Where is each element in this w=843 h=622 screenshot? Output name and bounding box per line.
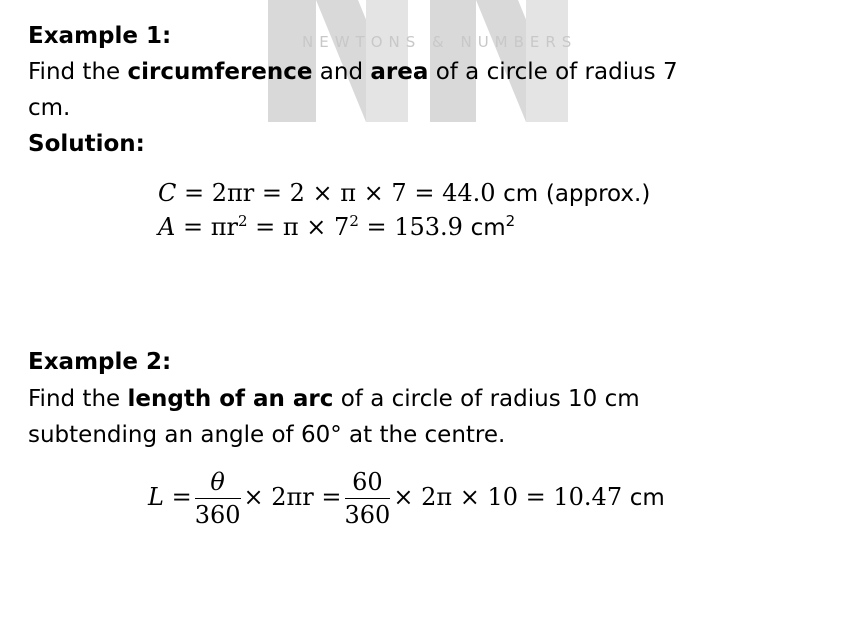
example1-heading: Example 1: — [28, 23, 172, 49]
fraction-60-over-360 — [345, 468, 391, 529]
eq2-unit — [470, 212, 516, 241]
example2-problem-line2: subtending an angle of 60° at the centre. — [28, 422, 506, 448]
example1-problem-text: Find the — [28, 59, 128, 85]
frac1-denominator: 360 — [194, 501, 241, 529]
eq2-rhs3: 153.9 — [394, 213, 463, 241]
eq3-tail: × 2π × 10 — [393, 483, 519, 511]
eq1-rhs3: 44.0 — [442, 179, 496, 207]
eq2-rhs1-exp: 2 — [237, 212, 248, 230]
equation-arc-length: L = $\frac{\theta}{360}$ × 2πr = $\frac{60}{360}$ × 2π × 10 = 10.47 cm — [148, 468, 665, 529]
example1-problem-text: of a circle of radius 7 — [428, 59, 678, 85]
frac2-denominator: 360 — [344, 501, 391, 529]
eq2-rhs2-exp: 2 — [349, 212, 359, 230]
example1-problem-bold-circumference: circumference — [127, 59, 313, 85]
example2-heading: Example 2: — [28, 349, 172, 375]
eq1-note: (approx.) — [545, 181, 651, 207]
fraction-theta-over-360 — [195, 468, 241, 529]
solution-heading: Solution: — [28, 131, 145, 157]
frac1-numerator: θ — [195, 468, 241, 499]
example2-problem-bold-arc-length: length of an arc — [127, 386, 334, 412]
frac2-numerator: 60 — [345, 468, 391, 499]
example1-problem-bold-area: area — [370, 59, 429, 85]
eq1-unit: cm — [503, 181, 539, 207]
eq2-lhs: A — [158, 213, 176, 241]
eq3-lhs: L — [148, 483, 164, 511]
eq2-rhs2-base: π × 7 — [282, 213, 350, 241]
example1-problem — [28, 58, 678, 86]
eq2-rhs1-base: πr — [210, 213, 238, 241]
eq1-lhs: C — [158, 179, 177, 207]
example1-problem-line2: cm. — [28, 95, 71, 121]
example1-problem-text: and — [312, 59, 371, 85]
example2-problem — [28, 385, 640, 413]
eq1-rhs1: 2πr — [211, 179, 255, 207]
eq1-rhs2: 2 × π × 7 — [289, 179, 407, 207]
equation-area: $A = \pi r^2 = \pi \times 7^2 = 153.9$ $cm^2$ — [158, 212, 516, 241]
equation-circumference: C = 2πr = 2 × π × 7 = 44.0 cm (approx.) — [158, 179, 651, 207]
eq3-mid: × 2πr — [243, 483, 314, 511]
watermark-text: NEWTONS & NUMBERS — [302, 33, 578, 51]
eq2-unit-text: cm — [470, 215, 506, 241]
eq2-unit-exp: 2 — [505, 212, 516, 230]
example2-problem-text: of a circle of radius 10 cm — [333, 386, 640, 412]
eq3-unit: cm — [629, 485, 665, 511]
example2-problem-text: Find the — [28, 386, 128, 412]
eq3-result: 10.47 — [553, 483, 623, 511]
